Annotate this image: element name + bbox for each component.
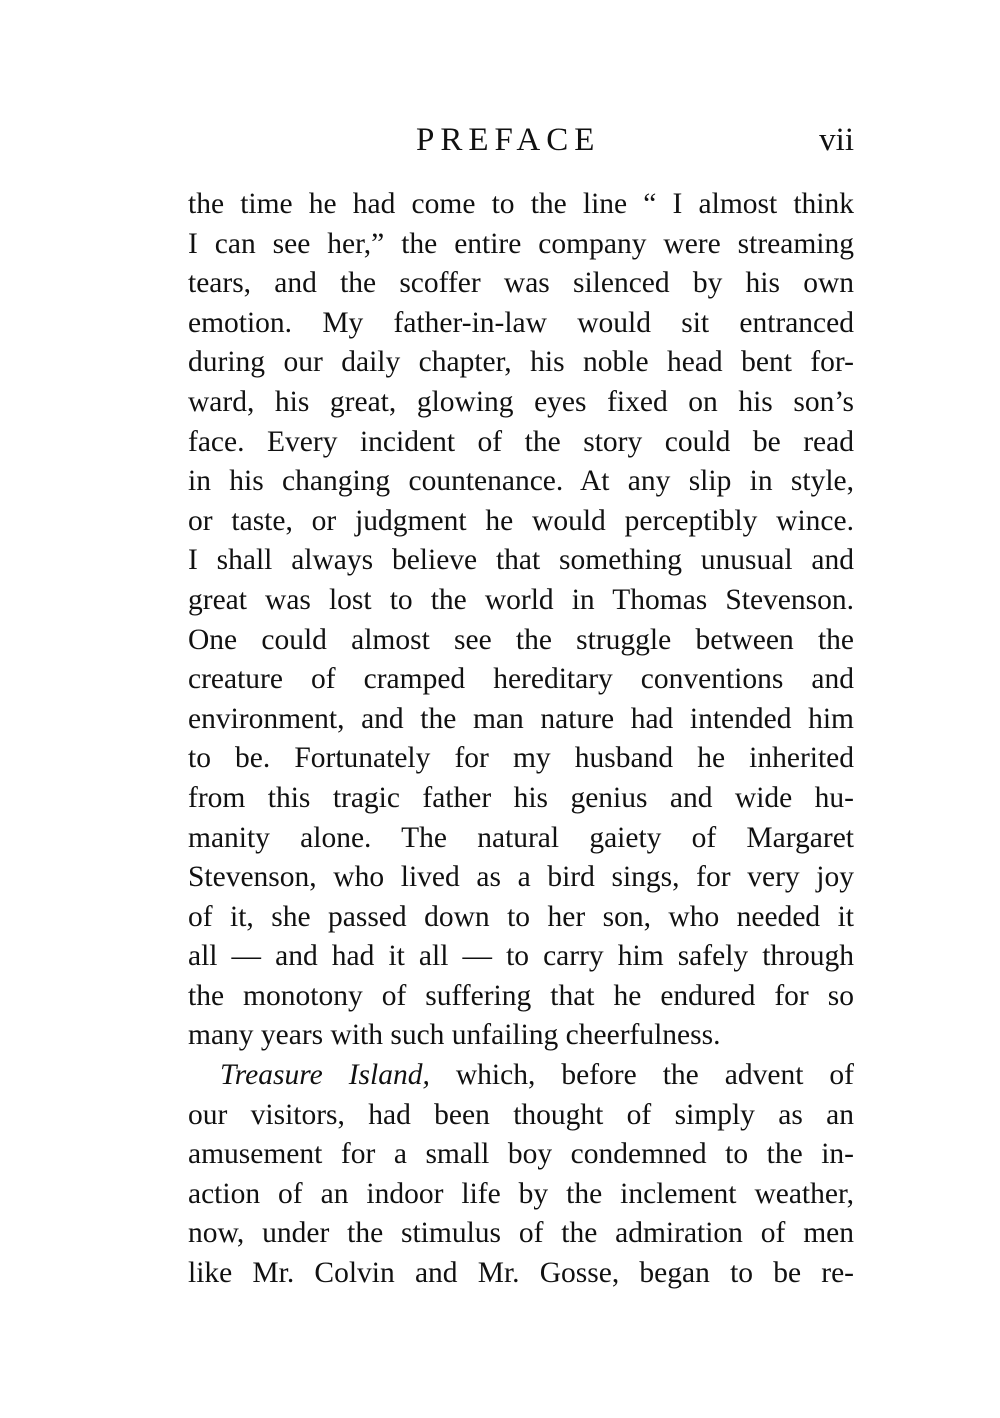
text-line: tears, and the scoffer was silenced by his own: [188, 267, 854, 300]
text-fragment: which, before the advent of: [429, 1059, 854, 1092]
text-line: creature of cramped hereditary conventions and: [188, 663, 854, 696]
text-line: from this tragic father his genius and wide hu-: [188, 781, 854, 814]
text-line: to be. Fortunately for my husband he inherited: [188, 742, 854, 775]
text-line: emotion. My father-in-law would sit entranced: [188, 306, 854, 339]
text-line: great was lost to the world in Thomas Stevenson.: [188, 583, 854, 616]
text-line: our visitors, had been thought of simply as an: [188, 1098, 854, 1131]
book-title: Treasure Island,: [220, 1059, 430, 1092]
text-line: or taste, or judgment he would perceptibly wince.: [188, 504, 854, 537]
text-line: I can see her,” the entire company were streaming: [188, 227, 854, 260]
text-line: amusement for a small boy condemned to the in-: [188, 1138, 854, 1171]
text-line: many years with such unfailing cheerfulness.: [188, 1019, 721, 1052]
text-line: the time he had come to the line “ I almost think: [188, 188, 854, 220]
paragraph-first-line: [188, 1056, 854, 1096]
text-line: Stevenson, who lived as a bird sings, for very joy: [188, 861, 854, 894]
page-number: vii: [819, 122, 854, 158]
text-line: during our daily chapter, his noble head bent for-: [188, 346, 854, 379]
text-line: face. Every incident of the story could be read: [188, 425, 854, 458]
running-title: PREFACE: [416, 122, 601, 158]
text-line: environment, and the man nature had intended him: [188, 702, 854, 735]
text-line: action of an indoor life by the inclement weather,: [188, 1177, 854, 1210]
text-line: manity alone. The natural gaiety of Margaret: [188, 821, 854, 854]
text-line: the monotony of suffering that he endured for so: [188, 979, 854, 1012]
text-line: now, under the stimulus of the admiration of men: [188, 1217, 854, 1250]
text-line: like Mr. Colvin and Mr. Gosse, began to be re-: [188, 1257, 854, 1290]
text-line: all — and had it all — to carry him safely through: [188, 940, 854, 973]
body-text: [188, 185, 854, 1294]
text-line: One could almost see the struggle between the: [188, 623, 854, 656]
page-header: [188, 118, 854, 166]
text-line: of it, she passed down to her son, who needed it: [188, 900, 854, 933]
text-line: I shall always believe that something unusual and: [188, 544, 854, 577]
text-line: ward, his great, glowing eyes fixed on his son’s: [188, 385, 854, 418]
text-line: in his changing countenance. At any slip in style,: [188, 465, 854, 498]
